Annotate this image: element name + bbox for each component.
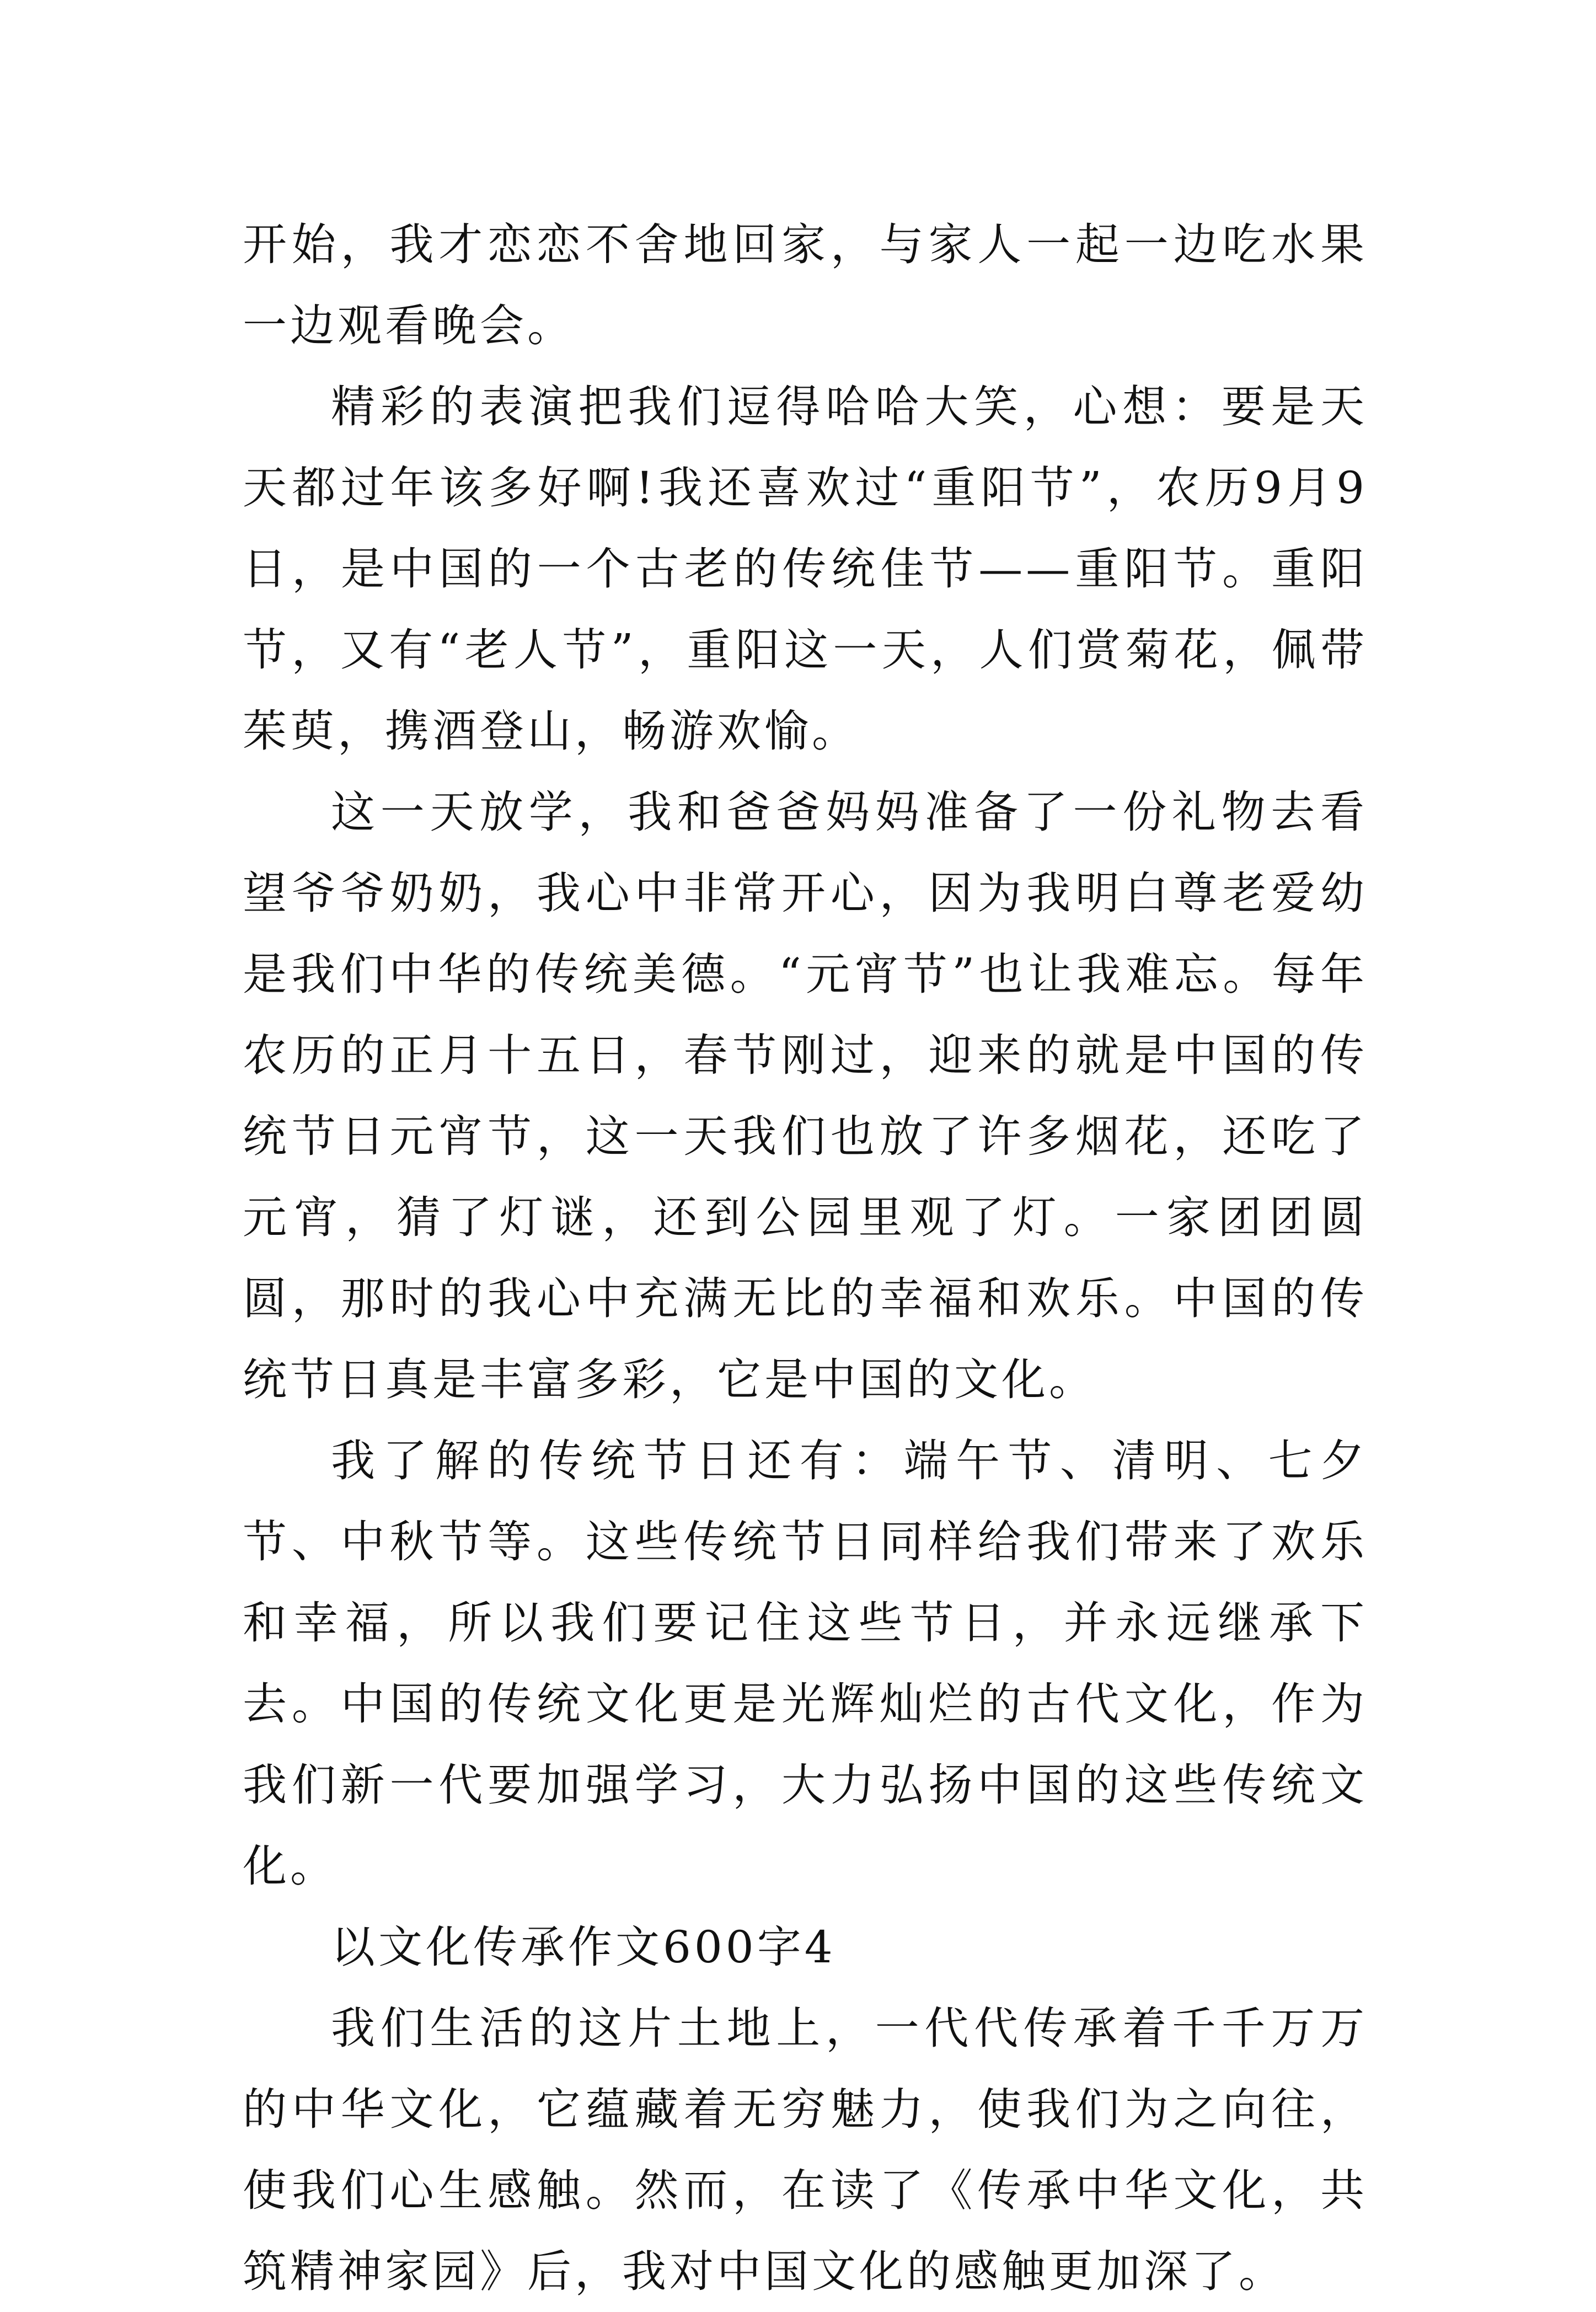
paragraph-traditional-festivals: 我了解的传统节日还有：端午节、清明、七夕节、中秋节等。这些传统节日同样给我们带来了欢乐和幸福，所以我们要记住这些节日，并永远继承下去。中国的传统文化更是光辉灿烂的古代文化，作为我们新一代要加强学习，大力弘扬中国的这些传统文化。: [243, 1435, 1368, 1892]
essay-heading: 以文化传承作文600字4: [331, 1922, 836, 1973]
paragraph-chongyang: 精彩的表演把我们逗得哈哈大笑，心想：要是天天都过年该多好啊!我还喜欢过“重阳节”，农历9月9日，是中国的一个古老的传统佳节——重阳节。重阳节，又有“老人节”，重阳这一天，人们赏菊花，佩带茱萸，携酒登山，畅游欢愉。: [243, 381, 1368, 757]
paragraph-yuanxiao: 这一天放学，我和爸爸妈妈准备了一份礼物去看望爷爷奶奶，我心中非常开心，因为我明白尊老爱幼是我们中华的传统美德。“元宵节”也让我难忘。每年农历的正月十五日，春节刚过，迎来的就是中国的传统节日元宵节，这一天我们也放了许多烟花，还吃了元宵，猜了灯谜，还到公园里观了灯。一家团团圆圆，那时的我心中充满无比的幸福和欢乐。中国的传统节日真是丰富多彩，它是中国的文化。: [243, 786, 1368, 1405]
paragraph-essay-intro: 我们生活的这片土地上，一代代传承着千千万万的中华文化，它蕴藏着无穷魅力，使我们为之向往，使我们心生感触。然而，在读了《传承中华文化，共筑精神家园》后，我对中国文化的感触更加深了。: [243, 2003, 1368, 2297]
paragraph-continuation: 开始，我才恋恋不舍地回家，与家人一起一边吃水果一边观看晚会。: [243, 219, 1368, 351]
document-body: [243, 204, 1368, 2312]
